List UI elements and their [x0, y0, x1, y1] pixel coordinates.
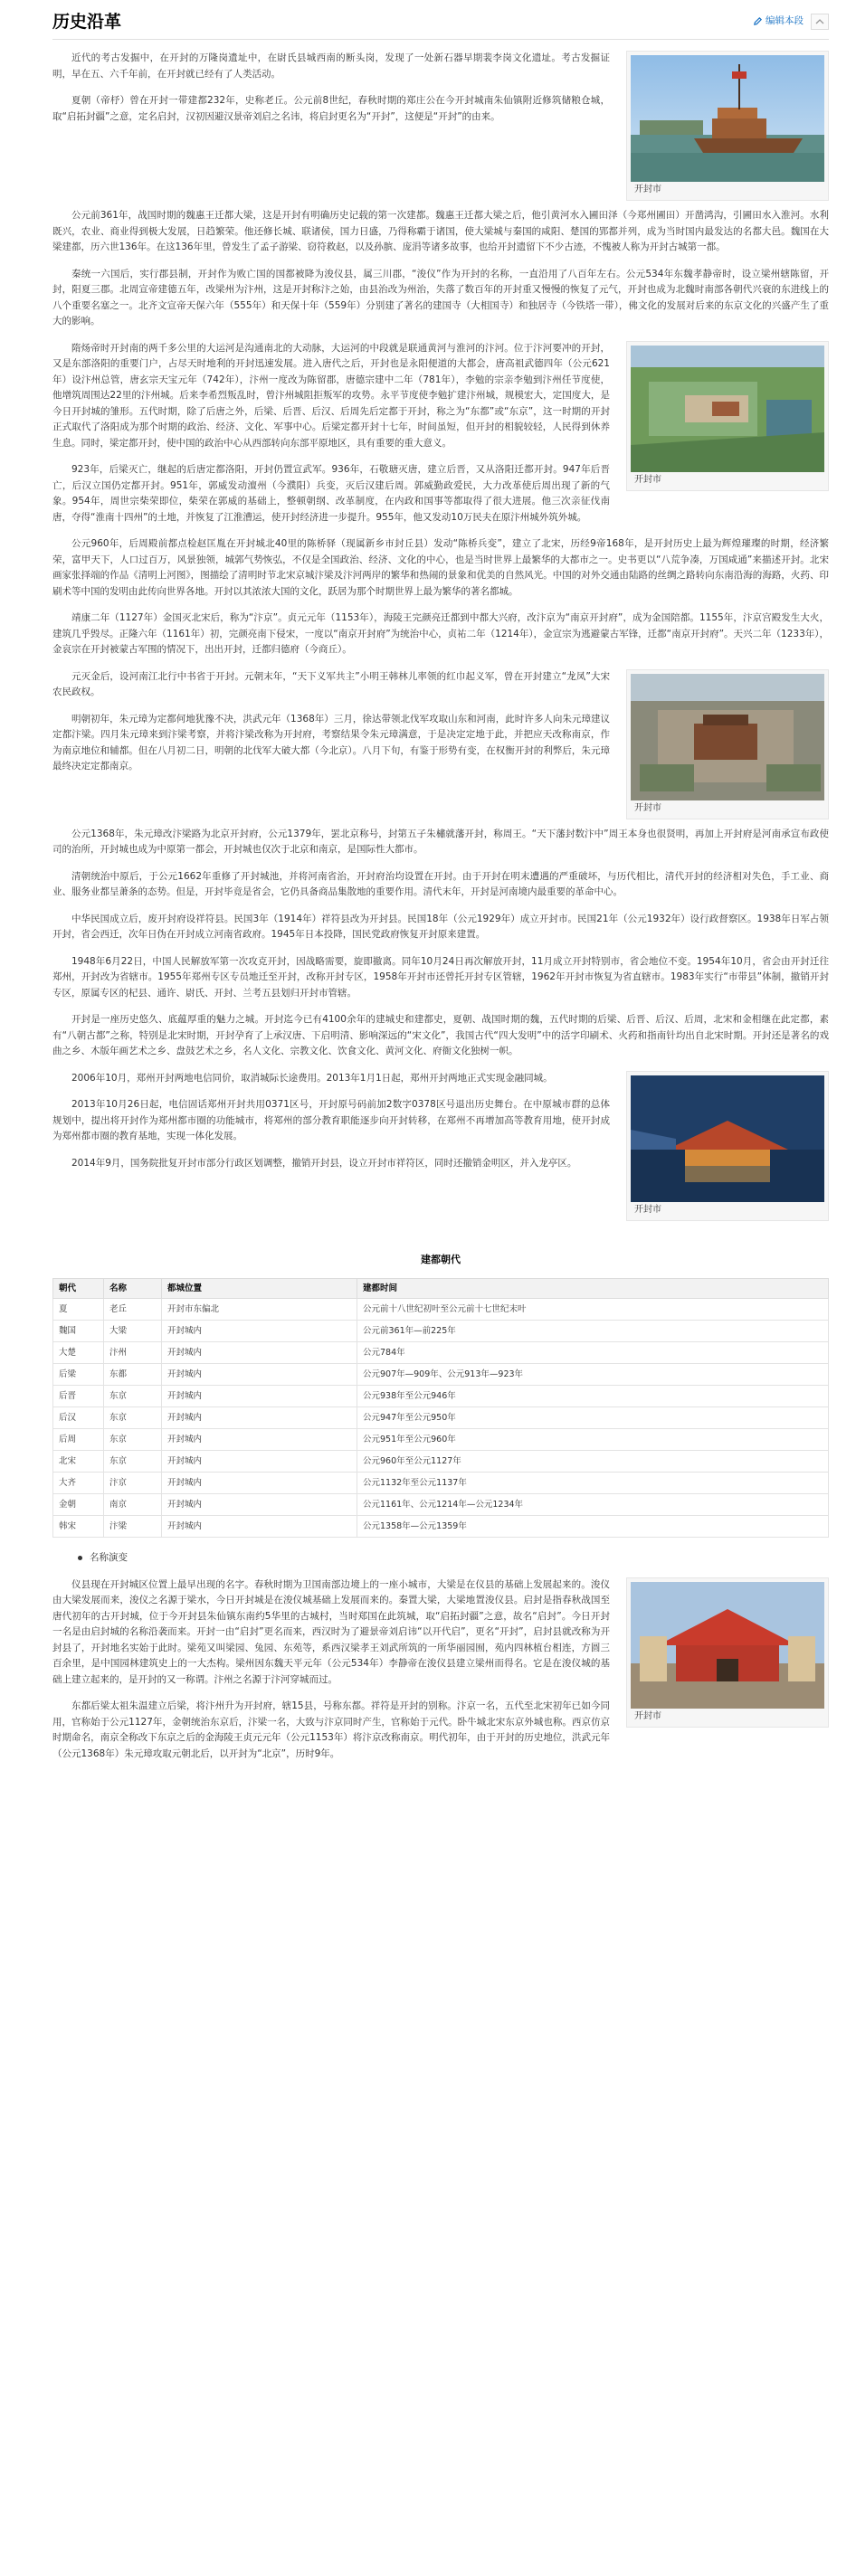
- paragraph-20: 东都后梁太祖朱温建立后梁，将汴州升为开封府，辖15县，号称东都。祥符是开封的别称。汴京一名，五代至北宋初年已如今同用，官称始于公元1127年，金朝统治东京后，汴梁一名，大致与汴京同时产生，官称始于元代。卧牛城北宋东京外城也称。西京仿京时期命名，南京全称改下东京之后的金海陵王贞元元年（公元1153年）将汴京改称南京。明代初年，由于开封的历史地位，洪武元年（公元1368年）朱元璋攻取元朝北后，以开封为“北京”，历时9年。: [52, 1700, 610, 1759]
- table-cell: 汴京: [104, 1473, 162, 1494]
- table-cell: 公元1161年、公元1214年—公元1234年: [357, 1494, 829, 1516]
- table-cell: 大齐: [53, 1473, 104, 1494]
- paragraph-15: 开封是一座历史悠久、底蕴厚重的魅力之城。开封迄今已有4100余年的建城史和建都史，夏朝、战国时期的魏，五代时期的后梁、后晋、后汉、后周，北宋和金相继在此定都，素有“八朝古都”之称，特别是北宋时期，开封孕育了上承汉唐、下启明清、影响深远的“宋文化”，我国古代“四大发明”中的活字印刷术、火药和指南针均出自北宋时期。开封还是著名的戏曲之乡、木版年画艺术之乡、盘鼓艺术之乡，名人文化、宗教文化、饮食文化、黄河文化、府衙文化独树一帜。: [52, 1014, 829, 1056]
- edit-section-label: 编辑本段: [766, 14, 804, 26]
- table-header-cell: 名称: [104, 1279, 162, 1299]
- table-cell: 北宋: [53, 1451, 104, 1473]
- dynasty-table: [52, 1278, 829, 1538]
- table-row: [53, 1386, 829, 1407]
- bullet-label: 名称演变: [90, 1552, 128, 1563]
- table-cell: 魏国: [53, 1321, 104, 1342]
- table-cell: 公元1358年—公元1359年: [357, 1516, 829, 1538]
- image-figure-4: [626, 1071, 829, 1221]
- paragraph-6: 923年，后梁灭亡，继起的后唐定都洛阳，开封仍置宣武军。936年，石敬瑭灭唐，建立后晋，又从洛阳迁都开封。947年后晋亡，后汉立国仍定都开封。951年，郭威发动澶州（今濮阳）兵变，灭后汉建后周。郭威勤政爱民，大力改革使后周出现了新的气象。954年，周世宗柴荣即位，柴荣在郭威的基础上，整顿朝纲、改革制度，在内政和国事等都取得了很大进展。他三次亲征伐南唐，夺得“淮南十四州”的土地，并恢复了江淮漕运，使开封经济进一步提升。955年，他又发动10万民夫在原汴州城外筑外城。: [52, 464, 610, 523]
- table-cell: 后周: [53, 1429, 104, 1451]
- table-cell: 公元784年: [357, 1342, 829, 1364]
- table-cell: 开封城内: [162, 1342, 357, 1364]
- table-cell: 汴梁: [104, 1516, 162, 1538]
- table-row: [53, 1299, 829, 1321]
- table-row: [53, 1364, 829, 1386]
- image-caption-2: 开封市: [634, 474, 661, 485]
- table-row: [53, 1494, 829, 1516]
- paragraph-18: 2014年9月，国务院批复开封市部分行政区划调整，撤销开封县，设立开封市祥符区，同时还撤销金明区，并入龙亭区。: [71, 1157, 577, 1169]
- table-cell: 金朝: [53, 1494, 104, 1516]
- bullet-dot-icon: [78, 1556, 82, 1560]
- table-cell: 开封城内: [162, 1451, 357, 1473]
- table-cell: 开封城内: [162, 1364, 357, 1386]
- table-cell: 夏: [53, 1299, 104, 1321]
- photo-image-4[interactable]: [631, 1075, 824, 1202]
- image-caption-4: 开封市: [634, 1204, 661, 1215]
- paragraph-9: 元灭金后，设河南江北行中书省于开封。元朝末年，“天下义军共主”小明王韩林儿率领的红巾起义军，曾在开封建立“龙凤”大宋农民政权。: [52, 670, 610, 697]
- table-header-cell: 都城位置: [162, 1279, 357, 1299]
- image-figure-2: [626, 341, 829, 491]
- image-caption-5: 开封市: [634, 1710, 661, 1721]
- page-title: 历史沿革: [52, 11, 122, 32]
- collapse-button[interactable]: [811, 14, 829, 30]
- table-cell: 开封城内: [162, 1321, 357, 1342]
- table-cell: 开封城内: [162, 1407, 357, 1429]
- table-cell: 公元907年—909年、公元913年—923年: [357, 1364, 829, 1386]
- image-caption-1: 开封市: [634, 185, 661, 194]
- paragraph-10: 明朝初年，朱元璋为定都何地犹豫不决，洪武元年（1368年）三月，徐达带领北伐军攻取山东和河南，此时许多人向朱元璋建议定都汴梁。四月朱元璋来到汴梁考察，并将汴梁改称为开封府，考察结果令朱元璋满意，于是决定定地于此，并把应天改称南京，作为南京地位和辅都。但在八月初二日，明朝的北伐军大破大都（今北京）。八月下旬，有鉴于形势有变，在权衡开封的利弊后，朱元璋最终决定定都南京。: [52, 713, 610, 772]
- table-cell: 开封城内: [162, 1473, 357, 1494]
- table-cell: 后梁: [53, 1364, 104, 1386]
- header-tools: [753, 14, 829, 30]
- table-cell: 东京: [104, 1429, 162, 1451]
- table-cell: 后汉: [53, 1407, 104, 1429]
- table-cell: 开封城内: [162, 1516, 357, 1538]
- table-cell: 大楚: [53, 1342, 104, 1364]
- table-cell: 东京: [104, 1386, 162, 1407]
- table-row: [53, 1516, 829, 1538]
- table-cell: 公元前十八世纪初叶至公元前十七世纪末叶: [357, 1299, 829, 1321]
- table-cell: 公元947年至公元950年: [357, 1407, 829, 1429]
- table-cell: 开封城内: [162, 1386, 357, 1407]
- table-cell: 公元1132年至公元1137年: [357, 1473, 829, 1494]
- table-cell: 开封城内: [162, 1429, 357, 1451]
- bullet-item: [78, 1550, 829, 1567]
- table-cell: 东京: [104, 1451, 162, 1473]
- paragraph-17: 2013年10月26日起，电信固话郑州开封共用0371区号，开封原号码前加2数字0378区号退出历史舞台。在中原城市群的总体规划中，提出将开封作为郑州都市圈的功能城市，将郑州的部分教育职能逐步向开封转移，在郑州不再增加高等教育用地，使开封成为郑州都市圈的教育基地，实现一体化发展。: [52, 1099, 610, 1141]
- dynasty-table-section: [52, 1252, 829, 1539]
- paragraph-11: 公元1368年，朱元璋改汴梁路为北京开封府，公元1379年，罢北京称号，封第五子朱橚就藩开封，称周王。“天下藩封数汴中”周王本身也很贤明，再加上开封府是河南承宣布政使司的治所，开封城也成为中原第一都会，开封城也仅次于北京和南京，是国际性大都市。: [52, 828, 829, 855]
- edit-section-link[interactable]: [753, 14, 804, 30]
- table-cell: 东京: [104, 1407, 162, 1429]
- paragraph-2: 夏朝（帝杼）曾在开封一带建都232年，史称老丘。公元前8世纪，春秋时期的郑庄公在今开封城南朱仙镇附近修筑储粮仓城，取“启拓封疆”之意，定名启封，汉初因避汉景帝刘启之名讳，将启封更名为“开封”，这便是“开封”的由来。: [52, 95, 610, 122]
- paragraph-14: 1948年6月22日，中国人民解放军第一次攻克开封，因战略需要，旋即撤离。同年10月24日再次解放开封，11月成立开封特别市，省会地位不变。1954年10月，省会由开封迁往郑州，开封改为省辖市。1955年郑州专区专员地迁至开封，改称开封专区，1958年开封市还曾托开封专区管辖，1962年开封市恢复为省直辖市。1983年实行“市带县”体制，撤销开封专区，原属专区的杞县、通许、尉氏、开封、兰考五县划归开封市管辖。: [52, 955, 829, 999]
- table-cell: 公元951年至公元960年: [357, 1429, 829, 1451]
- table-title: 建都朝代: [421, 1253, 461, 1265]
- table-cell: 大梁: [104, 1321, 162, 1342]
- image-figure-5: [626, 1577, 829, 1728]
- table-body: [53, 1299, 829, 1538]
- image-caption-3: 开封市: [634, 802, 661, 813]
- paragraph-1: 近代的考古发掘中，在开封的万隆岗遗址中，在尉氏县城西南的断头岗，发现了一处新石器早期裴李岗文化遗址。考古发掘证明，早在五、六千年前，在开封就已经有了人类活动。: [52, 52, 610, 80]
- image-figure-1: [626, 51, 829, 201]
- photo-image-2[interactable]: [631, 346, 824, 472]
- table-cell: 公元960年至公元1127年: [357, 1451, 829, 1473]
- paragraph-5: 隋炀帝时开封南的两千多公里的大运河是沟通南北的大动脉，大运河的中段就是联通黄河与淮河的汴河。位于汴河要冲的开封，又是东部洛阳的重要门户，占尽天时地利的开封迅速发展。进入唐代之后，开封也是永阳便道的大都会，唐高祖武德四年（公元621年）设汴州总管，唐玄宗天宝元年（742年），汴州一度改为陈留郡，唐德宗建中二年（781年），李勉的宗亲李勉到汴州任节度使，他增筑周围达22里的汴州城。后来李希烈叛乱时，曾汴州城阻拒叛军的攻势。永平节度使李勉扩建汴州城，规模宏大，定国度大，是今日开封城的雏形。五代时期，除了后唐之外，后梁、后晋、后汉、后周先后定都于开封，称之为“东都”或“东京”，这一时期的开封正式取代了洛阳成为那个时期的政治、经济、文化、军事中心。后梁定都开封十七年，时间虽短，但开封的相貌较轻，人民得到休养生息。同时，梁定都开封，使中国的政治中心从西部转向东部平原地区，具有重要的重大意义。: [52, 342, 610, 449]
- table-row: [53, 1407, 829, 1429]
- table-cell: 韩宋: [53, 1516, 104, 1538]
- table-row: [53, 1429, 829, 1451]
- table-row: [53, 1342, 829, 1364]
- table-cell: 老丘: [104, 1299, 162, 1321]
- table-header-cell: 朝代: [53, 1279, 104, 1299]
- table-cell: 东都: [104, 1364, 162, 1386]
- paragraph-8: 靖康二年（1127年）金国灭北宋后，称为“汴京”。贞元元年（1153年），海陵王完颜亮迁都到中都大兴府，改汴京为“南京开封府”，成为金国陪都。1155年，汴京宫殿发生大火，建筑几乎毁尽。正隆六年（1161年）初，完颜亮南下侵宋，一度以“南京开封府”为统治中心，贞祐二年（1214年），金宣宗为逃避蒙古军锋，迁都“南京开封府”。天兴二年（1233年），金哀宗在开封被蒙古军围的情况下，出出开封，迁都归德府（今商丘）。: [52, 612, 829, 655]
- table-row: [53, 1321, 829, 1342]
- table-cell: 汴州: [104, 1342, 162, 1364]
- paragraph-3: 公元前361年，战国时期的魏惠王迁都大梁，这是开封有明确历史记载的第一次建都。魏惠王迁都大梁之后，他引黄河水入圃田泽（今郑州圃田）开凿鸿沟，引圃田水入淮河。水利既兴，农业、商业得到极大发展，日趋繁荣。他还修长城、联诸侯，国力日盛，乃得称霸于诸国，使大梁城与秦国的咸阳、楚国的郢都并列，成为当时国内最发达的名都大邑。魏国在大梁建都，历六世136年。在这136年里，曾发生了孟子游梁、窃符救赵，以及孙膑、庞涓等诸多故事，也给开封遗留下不少古迹，不愧被人称为开封古城第一都。: [52, 210, 829, 252]
- paragraph-13: 中华民国成立后，废开封府设祥符县。民国3年（1914年）祥符县改为开封县。民国18年（公元1929年）成立开封市。民国21年（公元1932年）设行政督察区。1938年日军占领开封，省会西迁，次年日伪在开封成立河南省政府。1945年日本投降，国民党政府恢复开封原来建置。: [52, 913, 829, 940]
- table-cell: 开封城内: [162, 1494, 357, 1516]
- table-row: [53, 1451, 829, 1473]
- paragraph-16: 2006年10月，郑州开封两地电信同价，取消城际长途费用。2013年1月1日起，郑州开封两地正式实现金融同城。: [71, 1072, 553, 1084]
- table-cell: 开封市东偏北: [162, 1299, 357, 1321]
- table-row: [53, 1473, 829, 1494]
- chevron-up-icon: [815, 18, 824, 25]
- paragraph-7: 公元960年，后周殿前都点检赵匡胤在开封城北40里的陈桥驿（现属新乡市封丘县）发动“陈桥兵变”，建立了北宋，历经9帝168年，是开封历史上最为辉煌璀璨的时期，经济繁荣，富甲天下，人口过百万，风景独领，城郭气势恢弘，不仅是全国政治、经济、文化的中心，也是当时世界上最繁华的大都市之一。史书更以“八荒争凑，万国咸通”来描述开封。北宋画家张择端的作品《清明上河图》，图描绘了清明时节北宋京城汴梁及汴河两岸的繁华和热闹的景象和优美的自然风光。中国的对外交通由陆路的丝绸之路转向东南沿海的海路，火药、印刷术等中国的发明由此传向世界各地。开封以其浓浓大国的文化，跃居为那个时期世界上最为繁华的著名都城。: [52, 538, 829, 597]
- photo-image-1[interactable]: [631, 55, 824, 182]
- paragraph-4: 秦统一六国后，实行郡县制，开封作为败亡国的国都被降为浚仪县，属三川郡，“浚仪”作为开封的名称，一直沿用了八百年左右。公元534年东魏孝静帝时，设立梁州辖陈留，开封，阳夏三郡。北周宣帝建德五年，改梁州为汴州，这是开封称汴之始，由县治改为州治，失落了数百年的开封重又慢慢的恢复了元气，开封也成为北魏时南部各朝代兴衰的东进线上的八个重要名塞之一。北齐文宣帝天保六年（555年）和天保十年（559年）分别建了著名的建国寺（大相国寺）和独居寺（今铁塔一带），佛文化的发展对后来的东京文化的兴盛产生了重大的影响。: [52, 268, 829, 327]
- photo-image-5[interactable]: [631, 1582, 824, 1709]
- table-cell: 后晋: [53, 1386, 104, 1407]
- table-cell: 公元938年至公元946年: [357, 1386, 829, 1407]
- image-figure-3: [626, 669, 829, 819]
- table-header-row: [53, 1279, 829, 1299]
- table-header-cell: 建都时间: [357, 1279, 829, 1299]
- pencil-icon: [753, 16, 763, 26]
- photo-image-3[interactable]: [631, 674, 824, 800]
- table-cell: 公元前361年—前225年: [357, 1321, 829, 1342]
- paragraph-12: 清朝统治中原后，于公元1662年重修了开封城池，并将河南省治，开封府治均设置在开封。由于开封在明末遭遇的严重破坏，与历代相比，清代开封的经济相对失色，手工业、商业、服务业都呈萧条的态势。但是，开封毕竟是省会，它仍具备商品集散地的重要作用。清代末年，开封是河南境内最重要的革命中心。: [52, 870, 829, 897]
- paragraph-19: 仪县现在开封城区位置上最早出现的名字。春秋时期为卫国南部边境上的一座小城市，大梁是在仪县的基础上发展起来的。浚仪由大梁发展而来，浚仪之名源于梁水，今日开封城是在浚仪城基础上发展而来的。秦置大梁，大梁地置浚仪县。启封是指春秋战国至唐代初年的古开封城，位于今开封县朱仙镇东南约5华里的古城村，当时郑国在此筑城，取“启拓封疆”之意，故名“启封”。今日开封一名是由启封城的名称沿袭而来。开封一由“启封”更名而来，西汉时为了避景帝刘启讳“以开代启”，更名“开封”，启封县就改称为开封县了，开封地名实始于此时。梁苑又叫梁园、兔园、东苑等，系西汉梁孝王刘武所筑的一所华丽园囿，苑内四林植台相连，方圆三百余里，是中国园林建筑史上的一大杰构。梁州因东魏天平元年（公元534年）李静帝在浚仪县建立梁州而得名。它是在浚仪城的基础上建立起来的，是开封的又一称谓。汴州之名源于汴河穿城而过。: [52, 1578, 610, 1685]
- table-cell: 南京: [104, 1494, 162, 1516]
- section-header: [52, 9, 829, 40]
